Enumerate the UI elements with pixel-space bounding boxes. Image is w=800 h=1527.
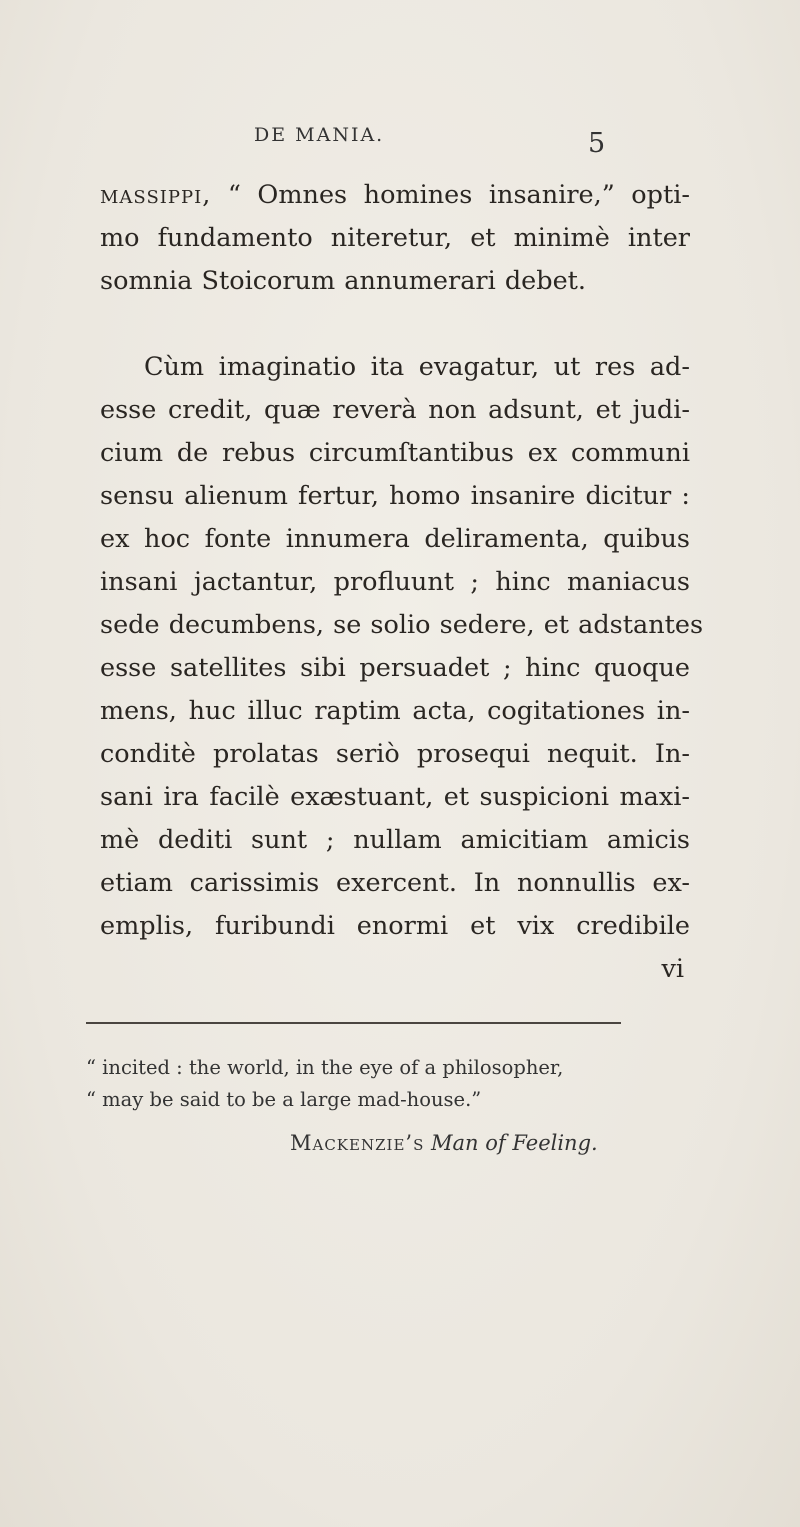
text-line: mo fundamento niteretur, et minimè inter <box>100 223 690 253</box>
text-line: emplis, furibundi enormi et vix credibile <box>100 911 690 941</box>
attribution-work: Man of Feeling. <box>431 1131 598 1155</box>
text-line: sede decumbens, se solio sedere, et adstantes <box>100 610 704 640</box>
text-line: mè dediti sunt ; nullam amicitiam amicis <box>100 825 690 855</box>
footnote-line: “ incited : the world, in the eye of a philosopher, <box>86 1056 564 1079</box>
text-line: somnia Stoicorum annumerari debet. <box>100 266 587 296</box>
text-line: cium de rebus circumſtantibus ex communi <box>100 438 690 468</box>
footnote-line: “ may be said to be a large mad-house.” <box>86 1088 482 1111</box>
paragraph-gap <box>100 303 690 346</box>
text-line: conditè prolatas seriò prosequi nequit. In- <box>100 739 690 769</box>
text-line: esse credit, quæ reverà non adsunt, et judi- <box>100 395 690 425</box>
text-line: Cùm imaginatio ita evagatur, ut res ad- <box>144 352 690 382</box>
text-line: ex hoc fonte innumera deliramenta, quibus <box>100 524 690 554</box>
page-number: 5 <box>588 128 606 159</box>
main-text <box>100 174 704 991</box>
name-smallcaps: massippi, <box>100 180 212 210</box>
text-line: mens, huc illuc raptim acta, cogitationes in- <box>100 696 690 726</box>
text-line: insani jactantur, profluunt ; hinc maniacus <box>100 567 690 597</box>
footnote-attribution <box>290 1131 598 1155</box>
text-line: sani ira facilè exæstuant, et suspicioni maxi- <box>100 782 690 812</box>
text-line <box>100 174 690 217</box>
footnote-rule <box>86 1022 621 1024</box>
catchword: vi <box>661 954 684 984</box>
text-line-rest: “ Omnes homines insanire,” opti- <box>211 180 690 210</box>
text-line: etiam carissimis exercent. In nonnullis ex- <box>100 868 690 898</box>
text-line: sensu alienum fertur, homo insanire dicitur : <box>100 481 690 511</box>
footnote <box>86 1052 646 1116</box>
attribution-author: Mackenzie’s <box>290 1131 425 1155</box>
text-line: esse satellites sibi persuadet ; hinc quoque <box>100 653 690 683</box>
running-head: DE MANIA. <box>254 124 385 146</box>
